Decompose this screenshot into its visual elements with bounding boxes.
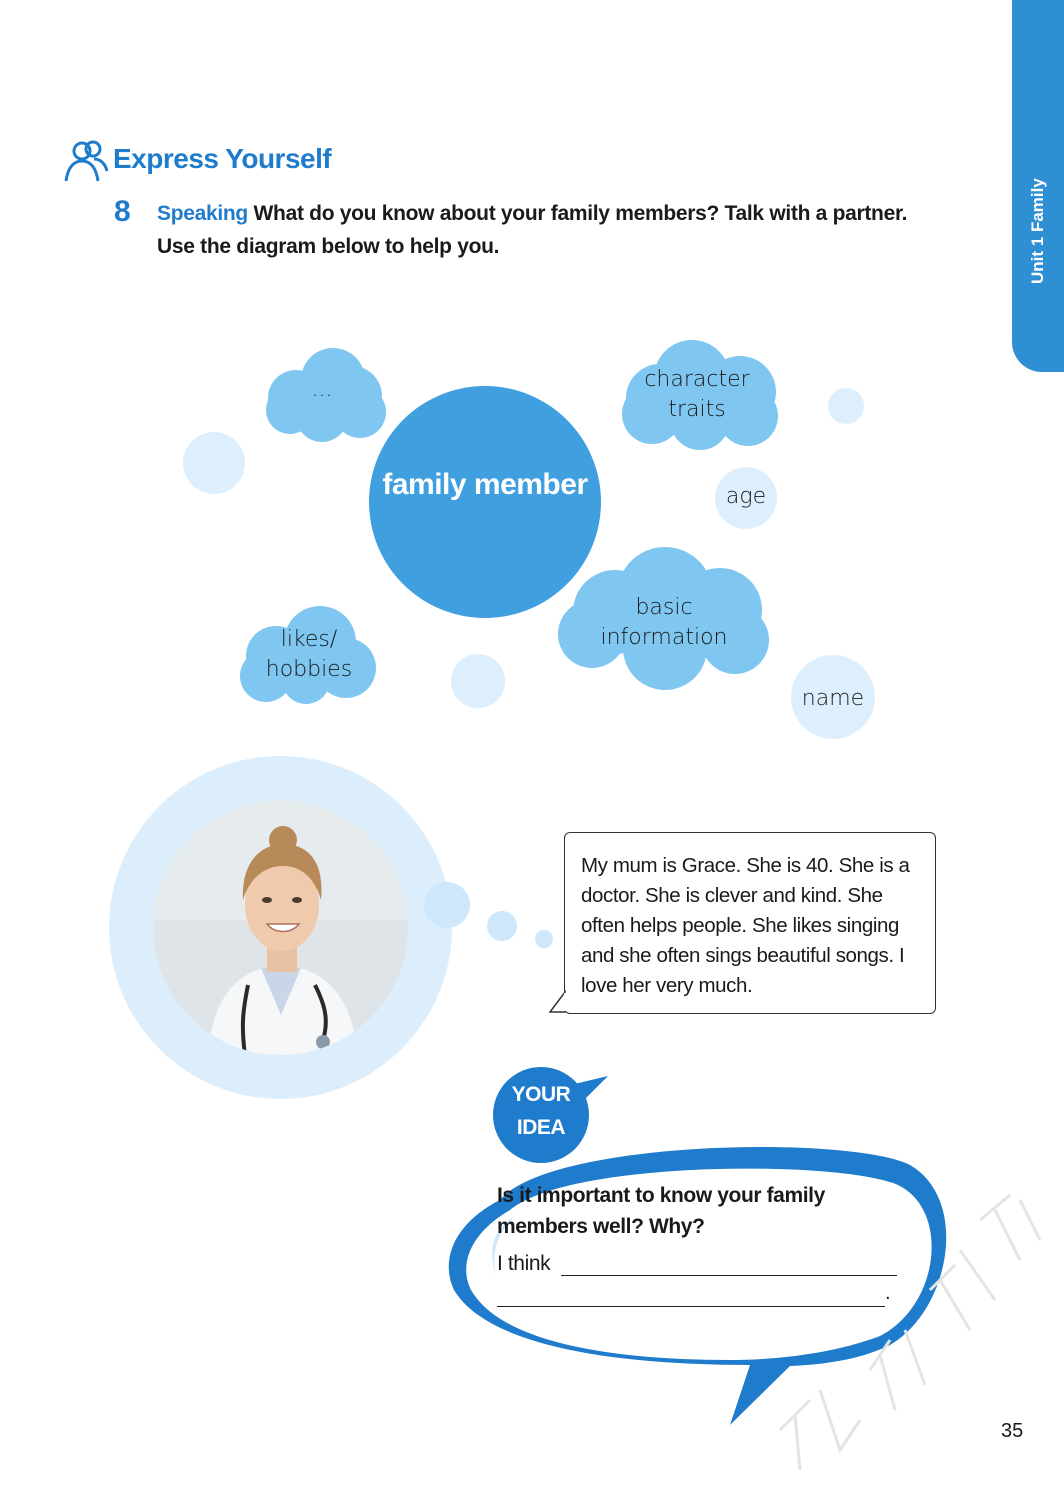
center-node-label: family member (382, 468, 588, 501)
node-basic-information: basic information (600, 595, 728, 650)
example-speech-box (564, 832, 936, 1014)
speech-box-tail (548, 990, 570, 1016)
example-text: My mum is Grace. She is 40. She is a doctor. She is clever and kind. She often helps people. She likes singing and she often sings beautiful songs. I love her very much. (581, 854, 910, 997)
task-number: 8 (114, 195, 131, 228)
answer-period: . (885, 1282, 891, 1304)
your-idea-question: Is it important to know your family members well? Why? (497, 1184, 825, 1238)
node-likes-hobbies: likes/ hobbies (265, 627, 353, 682)
page-number: 35 (1001, 1420, 1024, 1442)
your-idea-starter: I think (497, 1252, 551, 1275)
your-idea-badge: YOUR IDEA (511, 1083, 571, 1139)
thought-dot-small (535, 930, 553, 948)
task-label: Speaking (157, 202, 248, 225)
node-age: age (725, 484, 767, 509)
node-name: name (801, 686, 865, 711)
thought-dot-large (424, 882, 470, 928)
unit-tab-label: Unit 1 Family (1028, 178, 1047, 284)
node-character-traits: character traits (644, 367, 750, 422)
section-title: Express Yourself (113, 143, 332, 174)
task-text: What do you know about your family members? Talk with a partner. Use the diagram below to help you. (157, 202, 908, 258)
center-node (369, 386, 601, 618)
node-ellipsis: ... (311, 377, 333, 402)
doctor-photo (153, 800, 408, 1055)
photo-ring (109, 756, 452, 1099)
thought-dot-medium (487, 911, 517, 941)
